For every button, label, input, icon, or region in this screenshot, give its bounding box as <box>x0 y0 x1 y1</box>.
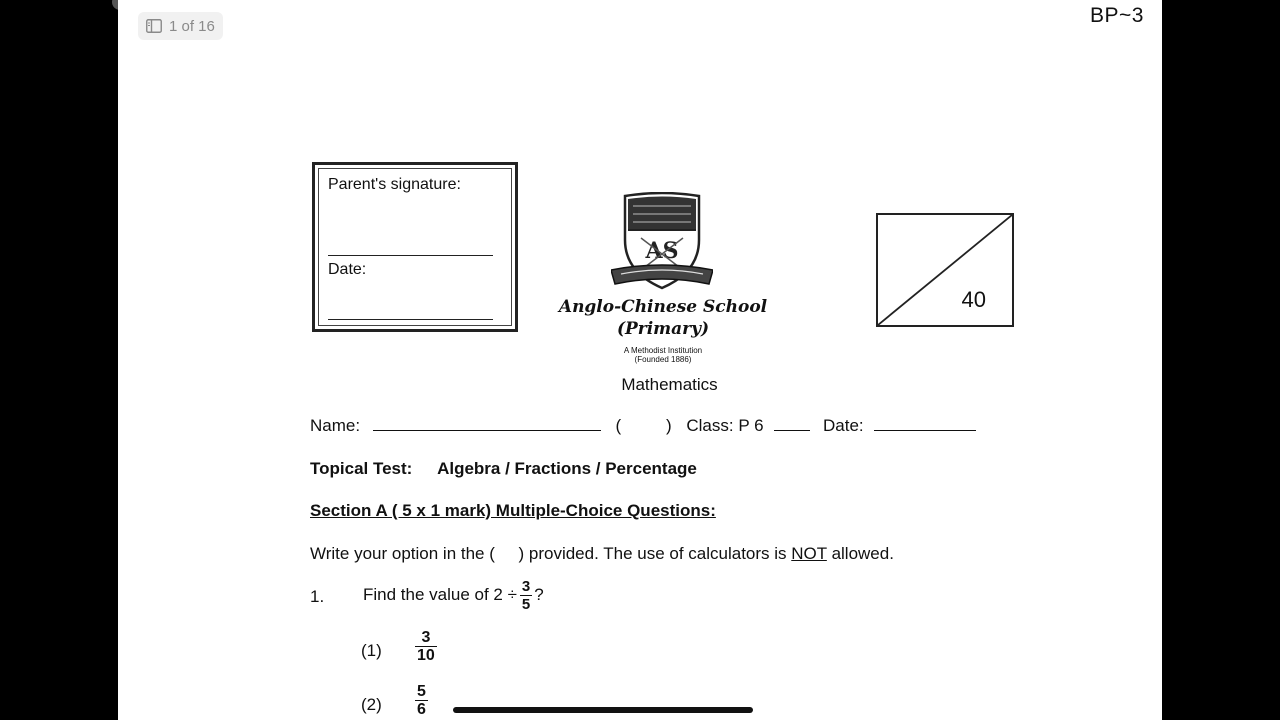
parent-signature-box <box>312 162 518 332</box>
section-a-instruction <box>310 544 894 564</box>
register-paren-open: ( <box>615 416 622 435</box>
page-count-label: 1 of 16 <box>169 17 215 35</box>
score-total: 40 <box>961 287 986 312</box>
class-field-line[interactable] <box>774 429 810 431</box>
school-founded: (Founded 1886) <box>634 355 692 364</box>
school-crest-logo <box>611 192 713 292</box>
instruction-text-1: Write your option in the ( ) provided. The use of calculators is <box>310 544 792 563</box>
option-2-fraction[interactable] <box>415 683 428 718</box>
option-numerator: 5 <box>417 683 426 700</box>
topical-test-topic: Algebra / Fractions / Percentage <box>437 459 697 478</box>
question-1-number: 1. <box>310 587 325 606</box>
date-field-line[interactable] <box>874 429 976 431</box>
page-indicator[interactable] <box>138 12 223 40</box>
sidebar-panel-icon <box>146 19 162 33</box>
signature-date-label: Date: <box>328 261 367 278</box>
topical-test-label: Topical Test: <box>310 459 413 478</box>
signature-line <box>328 255 493 256</box>
date-label: Date: <box>823 416 864 435</box>
option-fraction <box>415 629 437 664</box>
document-code: BP~3 <box>1090 4 1144 27</box>
name-field-line[interactable] <box>373 429 601 431</box>
school-name-line1: Anglo-Chinese School <box>558 297 768 317</box>
question-1-fraction <box>520 578 532 613</box>
option-denominator: 10 <box>417 647 435 664</box>
class-label: Class: P 6 <box>686 416 764 435</box>
school-name <box>558 296 768 340</box>
fraction-numerator: 3 <box>521 577 531 595</box>
subject-title: Mathematics <box>621 375 718 394</box>
option-label: (2) <box>361 695 382 714</box>
fraction-denominator: 5 <box>521 595 531 613</box>
option-fraction <box>415 683 428 718</box>
svg-text:AS: AS <box>645 238 679 264</box>
option-1-fraction[interactable] <box>415 629 437 664</box>
question-1-suffix: ? <box>534 585 544 604</box>
score-diagonal <box>878 215 1012 325</box>
horizontal-scroll-indicator[interactable] <box>453 707 753 713</box>
option-label: (1) <box>361 641 382 660</box>
name-label: Name: <box>310 416 361 435</box>
signature-date-line <box>328 319 493 320</box>
option-denominator: 6 <box>417 701 426 718</box>
question-1-text <box>363 574 544 616</box>
school-name-line2: (Primary) <box>616 319 710 339</box>
instruction-emphasis: NOT <box>791 544 827 563</box>
topical-test-row <box>310 459 697 479</box>
instruction-text-2: allowed. <box>826 544 894 563</box>
school-subtitle <box>558 346 768 364</box>
score-box <box>876 213 1014 327</box>
student-info-row <box>310 416 976 436</box>
section-a-heading: Section A ( 5 x 1 mark) Multiple-Choice Questions: <box>310 501 716 520</box>
school-institution: A Methodist Institution <box>623 346 703 355</box>
document-page[interactable] <box>118 0 1162 720</box>
register-paren-close: ) <box>665 416 672 435</box>
parent-signature-label: Parent's signature: <box>328 176 461 193</box>
question-1-prompt: Find the value of 2 ÷ <box>363 585 517 604</box>
option-numerator: 3 <box>421 629 431 646</box>
